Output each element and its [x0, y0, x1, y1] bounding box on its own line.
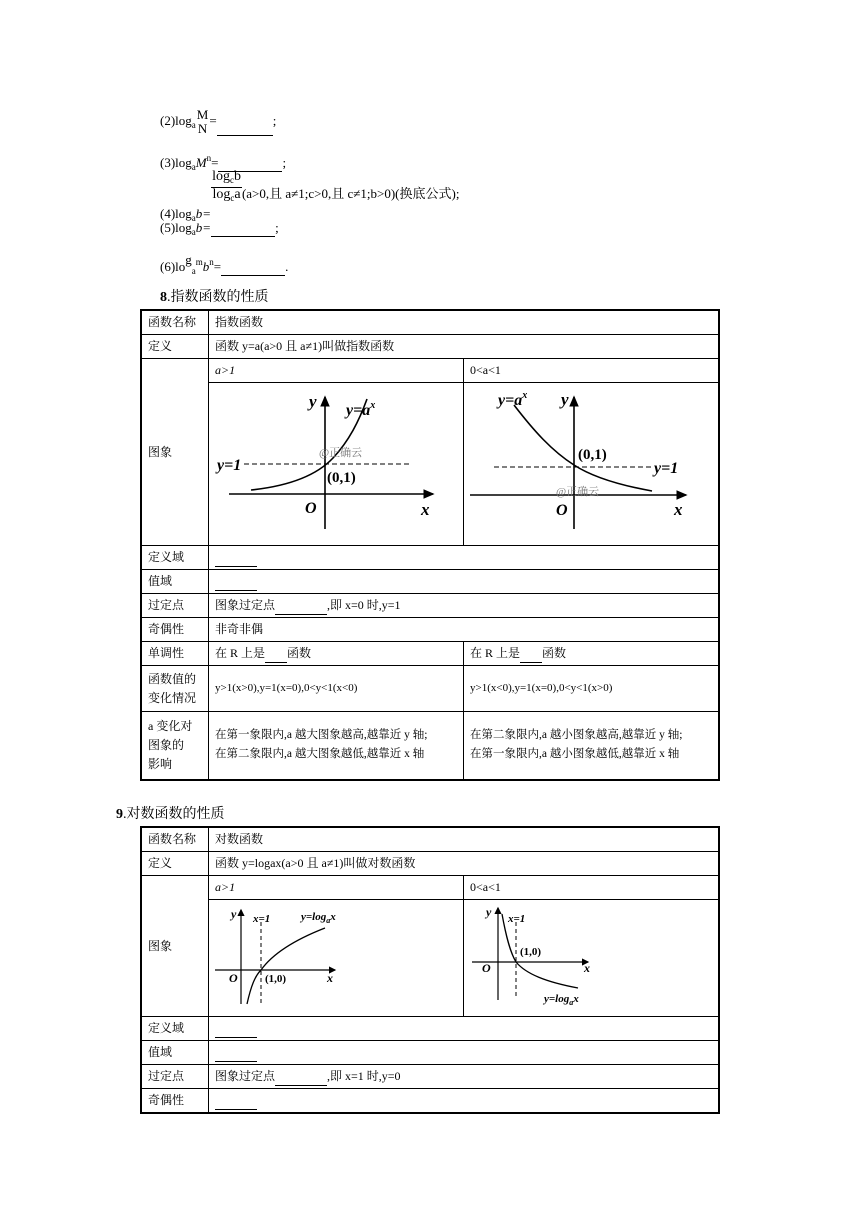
watermark: @正确云 — [319, 447, 363, 459]
table-row — [141, 335, 719, 359]
effect-line: 在第一象限内,a 越大图象越高,越靠近 y 轴; — [215, 729, 428, 742]
row-label: 奇偶性 — [141, 618, 209, 642]
exp-graph-a-lt-1 — [464, 383, 718, 539]
curve-label: $y=\log_ax$ — [301, 911, 336, 925]
graph-cell — [464, 383, 720, 546]
row-label: 函数名称 — [141, 827, 209, 852]
case-a-gt-1: a>1 — [215, 880, 236, 894]
formula-3-log: (3)log — [160, 155, 192, 170]
asymptote-label: y=1 — [654, 460, 679, 477]
section-number: 9 — [116, 807, 123, 822]
formula-4-condition: (a>0,且 a≠1;c>0,且 c≠1;b>0)(换底公式); — [241, 186, 460, 202]
table-row — [141, 852, 719, 876]
origin-label: O — [556, 502, 568, 519]
case-a-gt-1: a>1 — [215, 363, 236, 377]
period: . — [285, 259, 289, 274]
y-axis-label: y — [309, 392, 317, 411]
table-row — [141, 1017, 719, 1041]
table-row — [141, 876, 719, 900]
table-row — [141, 570, 719, 594]
table-row — [141, 1041, 719, 1065]
formula-6-b: b — [202, 259, 210, 274]
row-value — [209, 594, 720, 618]
row-value — [209, 712, 464, 780]
formula-6-m: m — [195, 257, 203, 267]
section-title-text: .对数函数的性质 — [123, 807, 225, 822]
curve-label: $y=a^x$ — [498, 390, 528, 409]
row-value: 函数 y=a(a>0 且 a≠1)叫做指数函数 — [209, 335, 720, 359]
table-row — [141, 827, 719, 852]
row-value: 指数函数 — [209, 310, 720, 335]
point-text-tail: ,即 x=1 时,y=0 — [327, 1069, 401, 1083]
answer-blank[interactable] — [275, 1071, 327, 1086]
row-label — [141, 666, 209, 712]
formula-2: $(2)\log_a$ M N = ; — [160, 107, 277, 136]
row-value — [464, 712, 720, 780]
row-label: 过定点 — [141, 594, 209, 618]
case-a-lt-1: 0<a<1 — [470, 880, 501, 894]
formula-4 — [160, 169, 460, 224]
formula-5-b: b= — [195, 220, 212, 235]
label-line: 变化情况 — [148, 690, 197, 705]
row-value: y>1(x<0),y=1(x=0),0<y<1(x>0) — [464, 666, 720, 712]
table-row — [141, 594, 719, 618]
asymptote-label: y=1 — [217, 457, 242, 474]
row-value — [464, 642, 720, 666]
logarithm-properties-table — [140, 826, 720, 1114]
row-label: 定义 — [141, 852, 209, 876]
answer-blank[interactable] — [221, 263, 285, 276]
case-header — [209, 359, 464, 383]
row-value — [209, 1089, 720, 1114]
answer-blank[interactable] — [215, 1023, 257, 1038]
row-label: 定义域 — [141, 1017, 209, 1041]
numerator-base: c — [229, 175, 234, 185]
formula-3-m: M — [195, 155, 207, 170]
row-value — [209, 1041, 720, 1065]
curve-label: $y=\log_ax$ — [544, 993, 579, 1007]
table-row — [141, 618, 719, 642]
case-header — [464, 876, 720, 900]
graph-cell — [464, 900, 720, 1017]
answer-blank[interactable] — [520, 648, 542, 663]
answer-blank[interactable] — [215, 552, 257, 567]
table-row — [141, 1089, 719, 1114]
graph-cell — [209, 383, 464, 546]
semicolon: ; — [275, 220, 279, 235]
table-row — [141, 546, 719, 570]
denominator-arg: a — [234, 187, 241, 202]
table-row — [141, 359, 719, 383]
mono-text: 在 R 上是 — [470, 646, 521, 660]
section-number: 8 — [160, 290, 167, 305]
row-label: 图象 — [141, 359, 209, 546]
row-value — [209, 546, 720, 570]
formula-6 — [160, 252, 288, 276]
row-label: 定义域 — [141, 546, 209, 570]
effect-line: 在第一象限内,a 越小图象越低,越靠近 x 轴 — [470, 748, 680, 761]
row-value: 函数 y=logax(a>0 且 a≠1)叫做对数函数 — [209, 852, 720, 876]
fraction-denominator: N — [197, 121, 208, 136]
log-curve — [247, 928, 325, 1004]
equals-sign: = — [209, 112, 217, 128]
formula-3-exp: n — [206, 153, 212, 163]
formula-3: $(3)\log_aM^n=$ ; — [160, 153, 287, 172]
x-axis-label: x — [421, 500, 430, 519]
table-row — [141, 1065, 719, 1089]
fraction-numerator: M — [196, 107, 209, 122]
answer-blank[interactable] — [211, 224, 275, 237]
formula-5 — [160, 220, 279, 237]
answer-blank[interactable] — [215, 576, 257, 591]
label-line: 影响 — [148, 756, 173, 771]
row-label: 单调性 — [141, 642, 209, 666]
curve-label: $y=a^x$ — [346, 400, 376, 419]
answer-blank[interactable] — [265, 648, 287, 663]
row-label: 值域 — [141, 1041, 209, 1065]
x-axis-label: x — [584, 961, 590, 975]
point-text-tail: ,即 x=0 时,y=1 — [327, 598, 401, 612]
denominator-log: log — [212, 187, 231, 202]
effect-line: 在第二象限内,a 越大图象越低,越靠近 x 轴 — [215, 748, 425, 761]
point-label: (1,0) — [265, 973, 287, 985]
formula-6-n: n — [209, 257, 214, 267]
formula-5-log: (5)log — [160, 220, 192, 235]
label-line: 图象的 — [148, 737, 185, 752]
origin-label: O — [305, 500, 317, 517]
formula-6-log: (6)lo — [160, 259, 186, 274]
log-graph-a-gt-1 — [209, 900, 463, 1010]
formula-4-base: a — [191, 213, 196, 224]
formula-3-base: a — [191, 162, 196, 172]
row-label: 奇偶性 — [141, 1089, 209, 1114]
equals-sign: = — [213, 259, 222, 274]
vline-label: x=1 — [253, 913, 271, 925]
origin-label: O — [229, 971, 238, 985]
mono-text-tail: 函数 — [542, 646, 567, 660]
row-value — [209, 1065, 720, 1089]
formula-5-base: a — [191, 227, 196, 237]
x-axis-label: x — [674, 500, 683, 519]
table-row — [141, 900, 719, 1017]
denominator-base: c — [230, 193, 235, 203]
row-value — [209, 570, 720, 594]
row-value — [209, 642, 464, 666]
formula-4-b: b= — [195, 206, 212, 222]
case-a-lt-1: 0<a<1 — [470, 363, 501, 377]
section-title-text: .指数函数的性质 — [167, 290, 269, 305]
section-8-title — [160, 286, 269, 306]
answer-blank[interactable] — [217, 123, 273, 136]
row-value: 对数函数 — [209, 827, 720, 852]
formula-2-log: (2)log — [160, 112, 192, 128]
point-label: (1,0) — [520, 946, 542, 958]
formula-6-g: g — [185, 252, 192, 267]
equals-sign: = — [211, 155, 219, 170]
vline-label: x=1 — [508, 913, 526, 925]
case-header — [464, 359, 720, 383]
answer-blank[interactable] — [215, 1047, 257, 1062]
formula-4-log: (4)log — [160, 206, 192, 222]
graph-cell — [209, 900, 464, 1017]
x-axis-label: x — [327, 971, 333, 985]
row-value — [209, 1017, 720, 1041]
origin-label: O — [482, 961, 491, 975]
row-label: 定义 — [141, 335, 209, 359]
watermark: @正确云 — [556, 486, 600, 498]
point-label: (0,1) — [578, 447, 607, 463]
table-row — [141, 666, 719, 712]
formula-6-base: a — [191, 266, 196, 276]
case-header — [209, 876, 464, 900]
exponential-properties-table — [140, 309, 720, 781]
label-line: 函数值的 — [148, 671, 197, 686]
row-label: 图象 — [141, 876, 209, 1017]
mono-text-tail: 函数 — [287, 646, 312, 660]
section-9-title — [116, 803, 225, 823]
y-axis-label: y — [231, 907, 237, 921]
row-value: 非奇非偶 — [209, 618, 720, 642]
mono-text: 在 R 上是 — [215, 646, 266, 660]
answer-blank[interactable] — [275, 600, 327, 615]
table-row — [141, 383, 719, 546]
answer-blank[interactable] — [215, 1095, 257, 1110]
numerator-arg: b — [233, 169, 241, 184]
table-row — [141, 310, 719, 335]
table-row — [141, 642, 719, 666]
y-axis-label: y — [561, 390, 569, 409]
log-graph-a-lt-1 — [464, 900, 718, 1010]
effect-line: 在第二象限内,a 越小图象越高,越靠近 y 轴; — [470, 729, 683, 742]
exp-graph-a-gt-1 — [209, 383, 463, 539]
label-line: a 变化对 — [148, 718, 193, 733]
formula-2-base: a — [191, 119, 196, 130]
row-value: y>1(x>0),y=1(x=0),0<y<1(x<0) — [209, 666, 464, 712]
y-axis-label: y — [486, 905, 492, 919]
table-row — [141, 712, 719, 780]
row-label: 函数名称 — [141, 310, 209, 335]
point-text: 图象过定点 — [215, 598, 276, 612]
point-text: 图象过定点 — [215, 1069, 276, 1083]
row-label: 值域 — [141, 570, 209, 594]
formula-2-fraction — [196, 108, 210, 136]
numerator-log: log — [212, 169, 230, 184]
point-label: (0,1) — [327, 470, 356, 486]
change-of-base-fraction — [211, 170, 242, 205]
row-label — [141, 712, 209, 780]
row-label: 过定点 — [141, 1065, 209, 1089]
